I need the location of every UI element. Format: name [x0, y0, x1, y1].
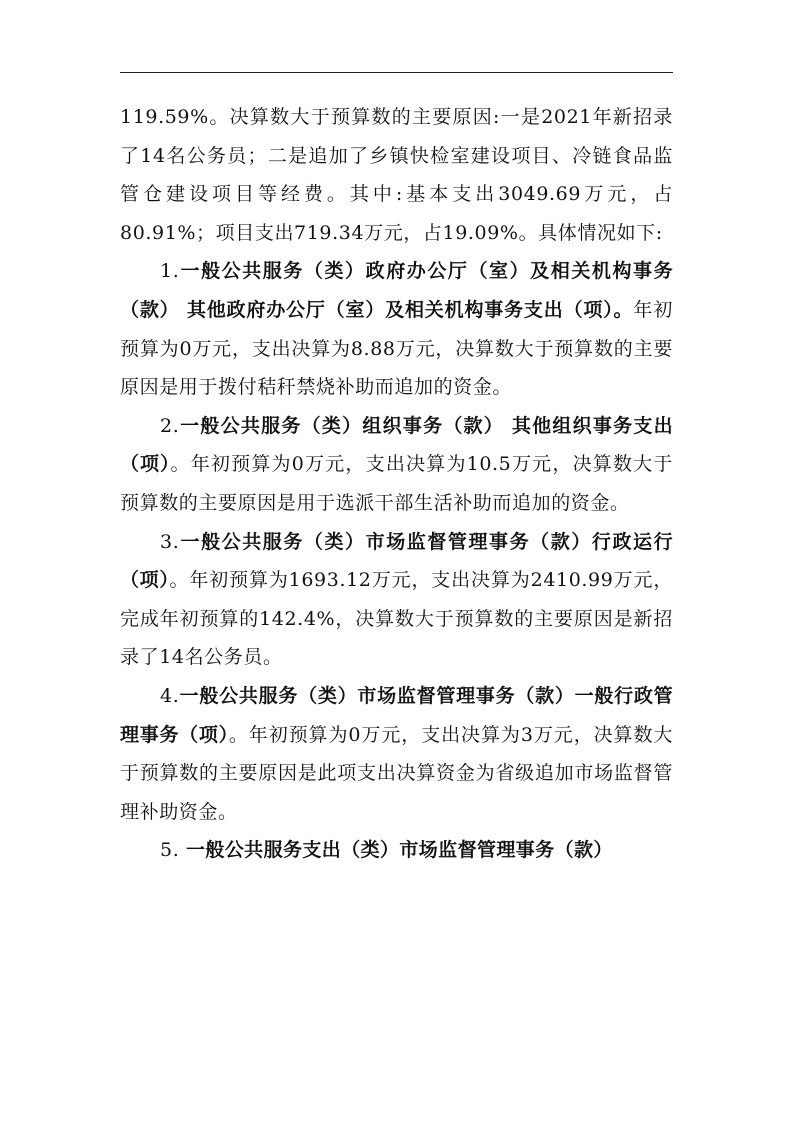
paragraph-item-2 — [120, 407, 673, 523]
paragraph-text: 年初预算为0万元，支出决算为8.88万元，决算数大于预算数的主要原因是用于拨付秸秆禁烧补助而追加的资金。 — [120, 298, 673, 399]
item-heading: 一般公共服务支出（类）市场监督管理事务（款） — [185, 839, 613, 862]
paragraph-text: 119.59%。决算数大于预算数的主要原因:一是2021年新招录了14名公务员；二是追加了乡镇快检室建设项目、冷链食品监管仓建设项目等经费。其中:基本支出3049.69万元，占80.91%；项目支出719.34万元，占19.09%。具体情况如下: — [120, 106, 673, 244]
item-heading: 一般公共服务（类）组织事务（款） 其他组织事务支出（项） — [120, 414, 673, 476]
item-number: 3. — [160, 530, 180, 553]
paragraph-text: 。年初预算为0万元，支出决算为10.5万元，决算数大于预算数的主要原因是用于选派干部生活补助而追加的资金。 — [120, 453, 673, 514]
document-body — [120, 98, 673, 870]
paragraph-item-1 — [120, 252, 673, 406]
item-number: 1. — [160, 260, 180, 283]
item-number: 4. — [160, 684, 180, 707]
paragraph-item-3 — [120, 523, 673, 677]
paragraph-text: 。年初预算为0万元，支出决算为3万元，决算数大于预算数的主要原因是此项支出决算资金为省级追加市场监督管理补助资金。 — [120, 723, 673, 823]
paragraph-item-4 — [120, 677, 673, 831]
item-heading: 一般公共服务（类）市场监督管理事务（款）行政运行（项） — [120, 530, 673, 592]
header-rule — [120, 72, 673, 73]
item-number: 5. — [160, 839, 186, 862]
item-number: 2. — [160, 414, 180, 437]
paragraph-item-5 — [120, 831, 673, 870]
item-heading: 一般公共服务（类）市场监督管理事务（款）一般行政管理事务（项） — [120, 684, 673, 746]
item-heading: 一般公共服务（类）政府办公厅（室）及相关机构事务（款） 其他政府办公厅（室）及相关机构事务支出（项）。 — [120, 260, 673, 321]
paragraph-text: 。年初预算为1693.12万元，支出决算为2410.99万元，完成年初预算的142.4%，决算数大于预算数的主要原因是新招录了14名公务员。 — [120, 569, 673, 669]
paragraph-intro — [120, 98, 673, 252]
